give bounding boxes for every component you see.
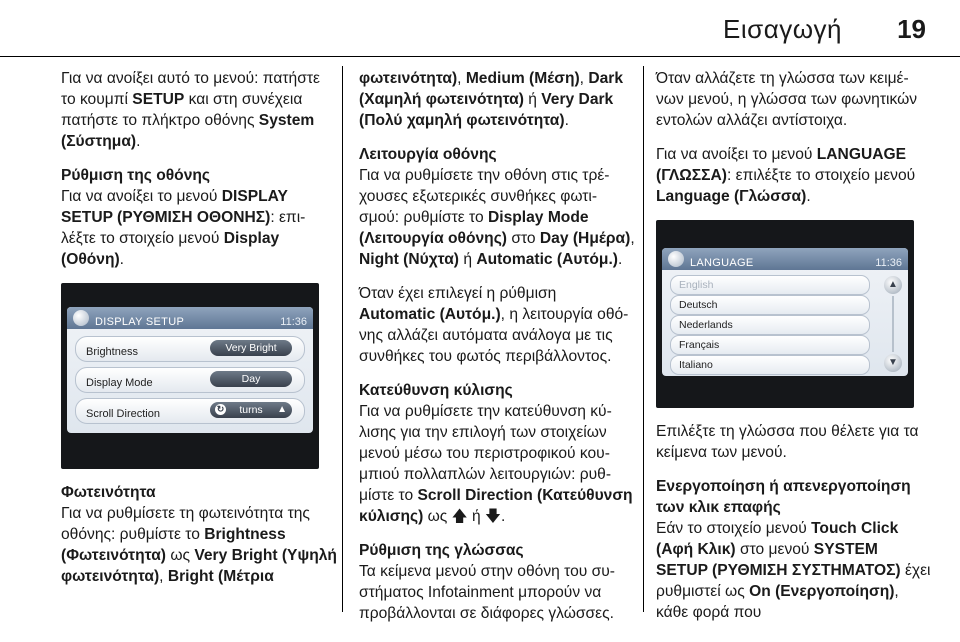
column-divider [643,66,644,612]
page-number: 19 [897,14,926,44]
section-heading: Λειτουργία οθόνης [359,146,497,163]
paragraph: φωτεινότητα), Medium (Μέση), Dark (Χαμηλή φωτεινότητα) ή Very Dark (Πολύ χαμηλή φωτεινότητα). [359,70,624,129]
setting-value [210,402,292,418]
display-setup-screenshot [61,283,319,469]
paragraph: Επιλέξτε τη γλώσσα που θέλετε για τα κείμενα των μενού. [656,423,919,461]
section-heading: Κατεύθυνση κύλισης [359,382,513,399]
rotate-icon: ↻ [216,404,225,414]
section-heading: Ρύθμιση της γλώσσας [359,542,524,559]
paragraph: Όταν αλλάζετε τη γλώσσα των κειμέ-νων μενού, η γλώσσα των φωνητικών εντολών αλλάζει αντίστοιχα. [656,70,918,129]
brightness-setting-row[interactable] [75,336,305,362]
paragraph: Για να ανοίξει το μενού DISPLAY SETUP (ΡΥΘΜΙΣΗ ΟΘΟΝΗΣ): επι-λέξτε το στοιχείο μενού Display (Οθόνη). [61,188,306,268]
setting-label: Scroll Direction [86,408,160,420]
column-2 [359,68,635,637]
column-3 [656,68,932,636]
language-option-francais[interactable]: Français [670,335,870,355]
language-option-english[interactable]: English [670,275,870,295]
arrow-up-icon: ▲ [277,404,287,415]
language-option-italiano[interactable]: Italiano [670,355,870,375]
menu-globe-icon [668,251,684,267]
scroll-direction-setting-row[interactable] [75,398,305,424]
setting-value: Very Bright [210,340,292,356]
section-heading: Φωτεινότητα [61,484,156,501]
display-bezel [61,283,319,469]
column-divider [342,66,343,612]
setting-value: Day [210,371,292,387]
screen-title-bar [67,307,313,329]
page-header [0,0,960,58]
paragraph: Τα κείμενα μενού στην οθόνη του συ-στήματος Infotainment μπορούν να προβάλλονται σε διάφορες γλώσσες. [359,563,615,622]
column-1 [61,68,337,600]
paragraph: Όταν έχει επιλεγεί η ρύθμιση Automatic (Αυτόμ.), η λειτουργία οθό-νης αλλάζει αυτόματα ανάλογα με τις συνθήκες του φωτός περιβάλλοντος. [359,285,629,365]
display-setup-screen [67,307,313,433]
setting-label: Brightness [86,346,138,358]
paragraph: Για να ρυθμίσετε την οθόνη στις τρέ-χουσες εξωτερικές συνθήκες φωτι-σμού: ρυθμίστε το Display Mode (Λειτουργία οθόνης) στο Day (Ημέρα), Night (Νύχτα) ή Automatic (Αυτόμ.). [359,167,635,268]
language-screenshot [656,220,914,408]
scroll-track[interactable] [892,296,894,352]
paragraph: Για να ρυθμίσετε τη φωτεινότητα της οθόνης: ρυθμίστε το Brightness (Φωτεινότητα) ως Very Bright (Υψηλή φωτεινότητα), Bright (Μέτρια [61,505,337,585]
language-option-nederlands[interactable]: Nederlands [670,315,870,335]
screen-clock: 11:36 [875,257,902,269]
paragraph: Για να ανοίξει το μενού LANGUAGE (ΓΛΩΣΣΑ): επιλέξτε το στοιχείο μενού Language (Γλώσσα). [656,146,916,205]
scroll-value-label: turns [239,404,263,416]
menu-globe-icon [73,310,89,326]
chapter-title: Εισαγωγή [723,14,842,44]
screen-title: LANGUAGE [690,257,754,269]
section-heading: Ρύθμιση της οθόνης [61,167,211,184]
section-heading: Ενεργοποίηση ή απενεργοποίηση των κλικ επαφής [656,478,911,516]
screen-title-bar [662,248,908,270]
scroll-down-icon[interactable]: ▼ [884,354,902,372]
language-option-deutsch[interactable]: Deutsch [670,295,870,315]
paragraph: Εάν το στοιχείο μενού Touch Click (Αφή Κλικ) στο μενού SYSTEM SETUP (ΡΥΘΜΙΣΗ ΣΥΣΤΗΜΑΤΟΣ) έχει ρυθμιστεί ως On (Ενεργοποίηση), κάθε φορά που [656,520,931,621]
language-bezel [656,220,914,408]
screen-clock: 11:36 [280,316,307,328]
scroll-up-icon[interactable]: ▲ [884,276,902,294]
paragraph: Για να ανοίξει αυτό το μενού: πατήστε το κουμπί SETUP και στη συνέχεια πατήστε το πλήκτρο οθόνης System (Σύστημα). [61,70,320,150]
display-mode-setting-row[interactable] [75,367,305,393]
setting-label: Display Mode [86,377,153,389]
paragraph: Για να ρυθμίσετε την κατεύθυνση κύ-λισης για την επιλογή των στοιχείων μενού μέσω του περιστροφικού κου-μπιού πολλαπλών λειτουργιών: ρυθ-μίστε το Scroll Direction (Κατεύθυνση κύλισης) ως 🡅 ή 🡇. [359,403,633,525]
header-divider [0,56,960,57]
screen-title: DISPLAY SETUP [95,316,185,328]
language-screen [662,248,908,376]
